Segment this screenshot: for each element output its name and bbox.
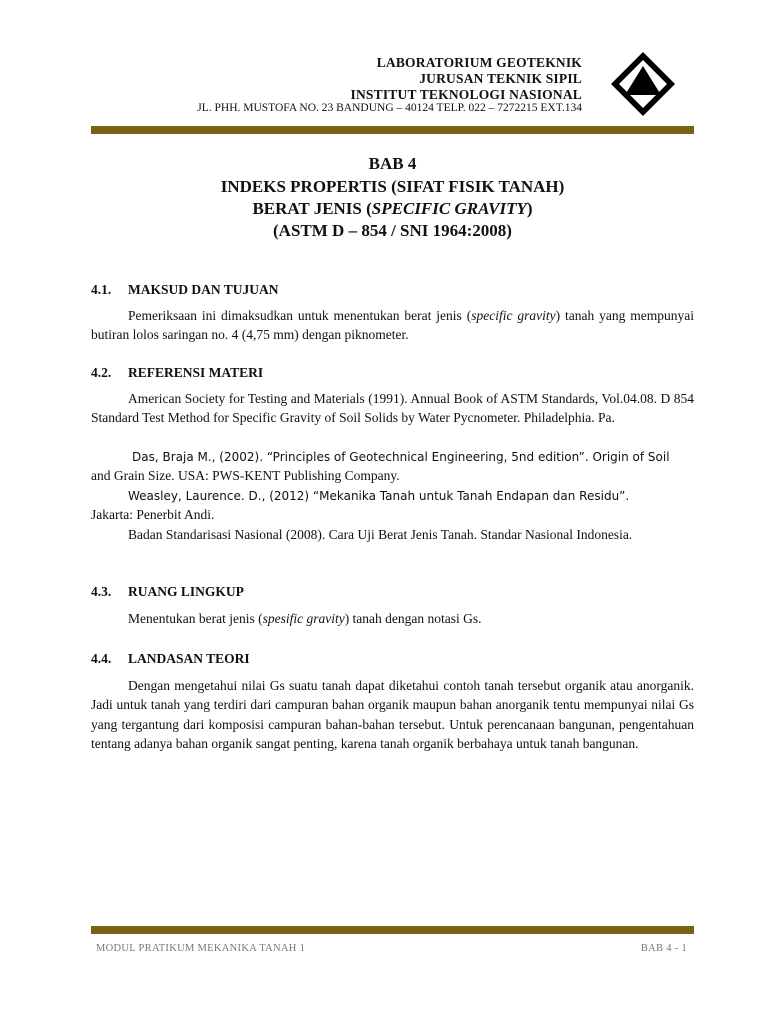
section-heading-4-3: 4.3. RUANG LINGKUP — [91, 584, 244, 599]
reference-weasley-line2: Jakarta: Penerbit Andi. — [91, 507, 215, 522]
section-4-3-paragraph: Menentukan berat jenis (spesific gravity) tanah dengan notasi Gs. — [128, 611, 482, 626]
section-heading-4-4: 4.4. LANDASAN TEORI — [91, 651, 250, 666]
reference-weasley-line1: Weasley, Laurence. D., (2012) “Mekanika Tanah untuk Tanah Endapan dan Residu”. — [128, 489, 630, 503]
department-name: JURUSAN TEKNIK SIPIL — [419, 71, 582, 86]
triangle-in-diamond-logo-icon — [610, 51, 676, 117]
address: JL. PHH. MUSTOFA NO. 23 BANDUNG – 40124 TELP. 022 – 7272215 EXT.134 — [197, 102, 582, 114]
header-rule — [91, 126, 694, 134]
section-heading-4-2: 4.2. REFERENSI MATERI — [91, 365, 264, 380]
section-4-1-paragraph: Pemeriksaan ini dimaksudkan untuk menentukan berat jenis (specific gravity) tanah yang mempunyai butiran lolos saringan no. 4 (4,75 mm) dengan piknometer. — [91, 308, 694, 343]
lab-name: LABORATORIUM GEOTEKNIK — [376, 55, 582, 70]
reference-astm: American Society for Testing and Materials (1991). Annual Book of ASTM Standards, Vol.04.08. D 854 Standard Test Method for Specific Gravity of Soil Solids by Water Pycnometer. Philadelphia. Pa. — [91, 391, 694, 426]
chapter-number: BAB 4 — [368, 154, 417, 173]
chapter-subtitle: BERAT JENIS (SPECIFIC GRAVITY) — [252, 199, 533, 218]
footer-rule — [91, 926, 694, 934]
section-4-4-paragraph: Dengan mengetahui nilai Gs suatu tanah dapat diketahui contoh tanah tersebut organik atau anorganik. Jadi untuk tanah yang terdiri dari campuran bahan organik maupun bahan anorganik tentu mempunyai nilai Gs yang tergantung dari komposisi campuran bahan-bahan tersebut. Untuk perencanaan bangunan, pengentahuan tentang adanya bahan organik sangat penting, karena tanah organik berbahaya untuk tanah bangunan. — [91, 678, 694, 751]
reference-bsn: Badan Standarisasi Nasional (2008). Cara Uji Berat Jenis Tanah. Standar Nasional Indonesia. — [128, 527, 633, 542]
institute-name: INSTITUT TEKNOLOGI NASIONAL — [350, 87, 582, 102]
footer-page-number: BAB 4 - 1 — [640, 943, 687, 954]
reference-das-line1: Das, Braja M., (2002). “Principles of Geotechnical Engineering, 5nd edition”. Origin of Soil — [132, 450, 670, 464]
chapter-title: INDEKS PROPERTIS (SIFAT FISIK TANAH) — [220, 177, 565, 196]
reference-das-line2: and Grain Size. USA: PWS-KENT Publishing Company. — [91, 468, 400, 483]
footer-module-title: MODUL PRATIKUM MEKANIKA TANAH 1 — [96, 943, 306, 954]
standard-reference: (ASTM D – 854 / SNI 1964:2008) — [273, 221, 512, 240]
section-heading-4-1: 4.1. MAKSUD DAN TUJUAN — [91, 282, 279, 297]
